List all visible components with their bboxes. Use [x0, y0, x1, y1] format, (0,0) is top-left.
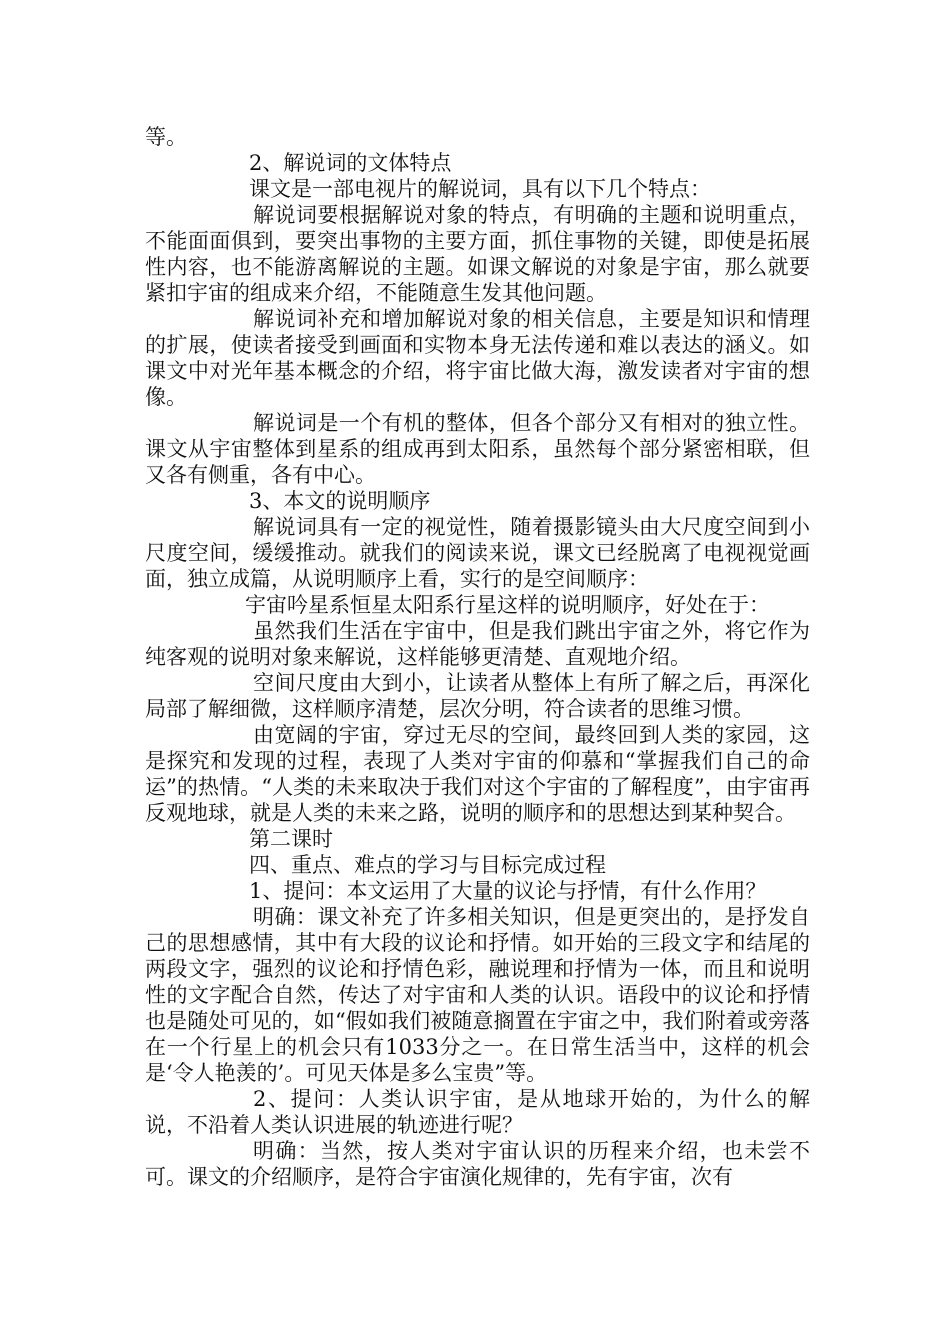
paragraph: 解说词补充和增加解说对象的相关信息，主要是知识和情理的扩展，使读者接受到画面和实物本身无法传递和难以表达的涵义。如课文中对光年基本概念的介绍，将宇宙比做大海，激发读者对宇宙的想像。 [145, 307, 810, 409]
paragraph: 虽然我们生活在宇宙中，但是我们跳出宇宙之外，将它作为纯客观的说明对象来解说，这样能够更清楚、直观地介绍。 [145, 619, 810, 669]
paragraph: 由宽阔的宇宙，穿过无尽的空间，最终回到人类的家园，这是探究和发现的过程，表现了人类对宇宙的仰慕和“掌握我们自己的命运”的热情。“人类的未来取决于我们对这个宇宙的了解程度”，由宇宙再反观地球，就是人类的未来之路，说明的顺序和的思想达到某种契合。 [145, 723, 810, 825]
section-heading: 3、本文的说明顺序 [249, 489, 431, 513]
paragraph: 课文是一部电视片的解说词，具有以下几个特点： [249, 177, 711, 201]
section-heading: 2、解说词的文体特点 [249, 151, 452, 175]
answer: 明确：课文补充了许多相关知识，但是更突出的，是抒发自己的思想感情，其中有大段的议论和抒情。如开始的三段文字和结尾的两段文字，强烈的议论和抒情色彩，融说理和抒情为一体，而且和说明性的文字配合自然，传达了对宇宙和人类的认识。语段中的议论和抒情也是随处可见的，如“假如我们被随意搁置在宇宙之中，我们附着或旁落在一个行星上的机会只有1033分之一。在日常生活当中，这样的机会是‘令人艳羡的’。可见天体是多么宝贵”等。 [145, 905, 810, 1085]
section-heading: 第二课时 [249, 827, 333, 851]
paragraph: 等。 [145, 125, 187, 149]
paragraph: 解说词具有一定的视觉性，随着摄影镜头由大尺度空间到小尺度空间，缓缓推动。就我们的阅读来说，课文已经脱离了电视视觉画面，独立成篇，从说明顺序上看，实行的是空间顺序： [145, 515, 810, 591]
paragraph: 空间尺度由大到小，让读者从整体上有所了解之后，再深化局部了解细微，这样顺序清楚，层次分明，符合读者的思维习惯。 [145, 671, 810, 721]
paragraph: 解说词要根据解说对象的特点，有明确的主题和说明重点，不能面面俱到，要突出事物的主要方面，抓住事物的关键，即使是拓展性内容，也不能游离解说的主题。如课文解说的对象是宇宙，那么就要紧扣宇宙的组成来介绍，不能随意生发其他问题。 [145, 203, 810, 305]
answer: 明确：当然，按人类对宇宙认识的历程来介绍，也未尝不可。课文的介绍顺序，是符合宇宙演化规律的，先有宇宙，次有 [145, 1139, 810, 1189]
question: 2、提问：人类认识宇宙，是从地球开始的，为什么的解说，不沿着人类认识进展的轨迹进行呢？ [145, 1087, 810, 1137]
paragraph: 宇宙吟星系恒星太阳系行星这样的说明顺序，好处在于： [245, 593, 770, 617]
document-body [145, 124, 810, 1190]
paragraph: 解说词是一个有机的整体，但各个部分又有相对的独立性。课文从宇宙整体到星系的组成再到太阳系，虽然每个部分紧密相联，但又各有侧重，各有中心。 [145, 411, 810, 487]
section-heading: 四、重点、难点的学习与目标完成过程 [249, 853, 606, 877]
question: 1、提问：本文运用了大量的议论与抒情，有什么作用？ [249, 879, 767, 903]
